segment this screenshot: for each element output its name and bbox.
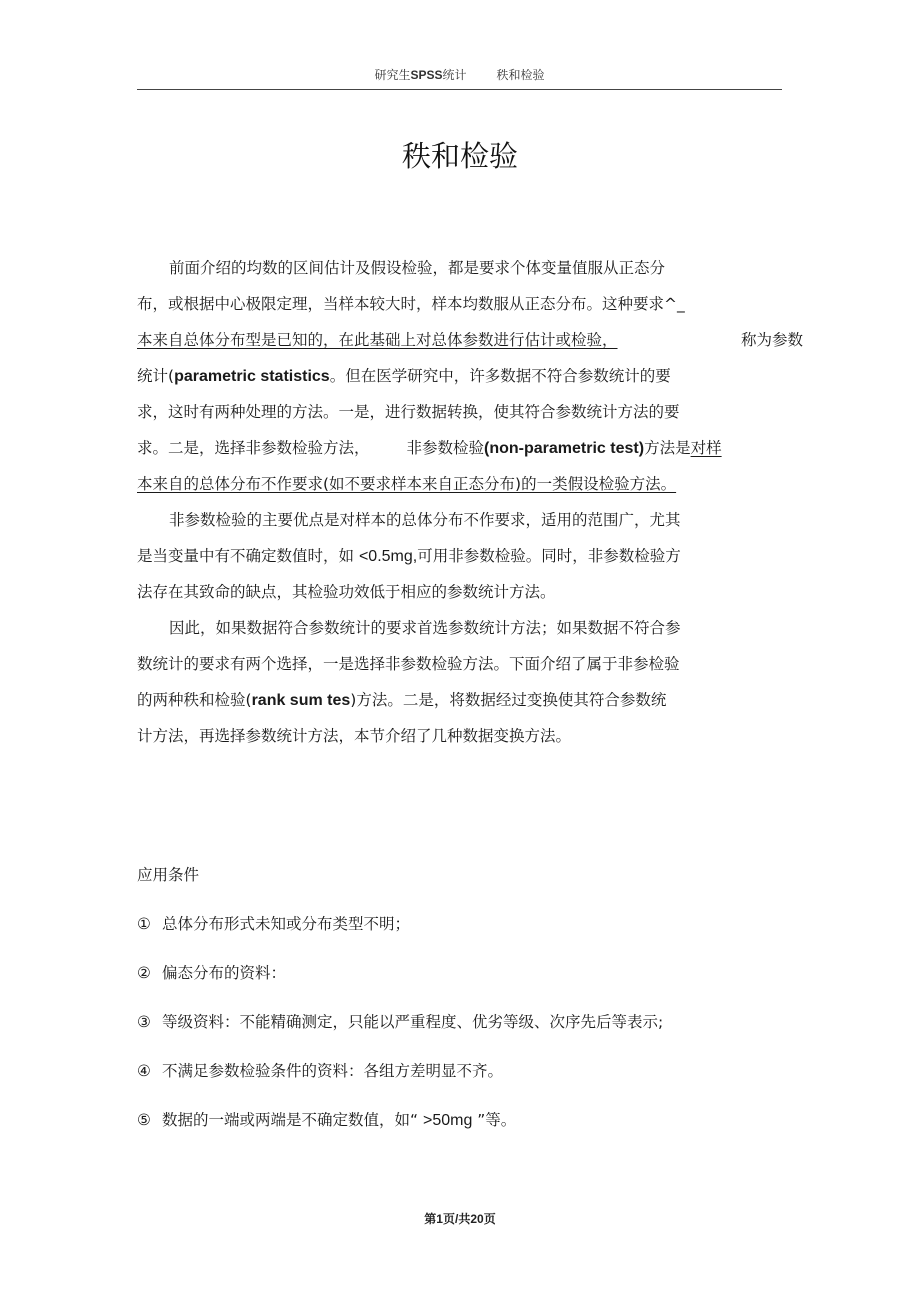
text-line: 是当变量中有不确定数值时，如 <0.5mg,可用非参数检验。同时，非参数检验方 <box>137 547 681 565</box>
text-line: 非参数检验的主要优点是对样本的总体分布不作要求，适用的范围广，尤其 <box>169 511 681 529</box>
running-header <box>137 66 782 83</box>
paragraph-advantages <box>137 502 777 610</box>
text-line: 布，或根据中心极限定理，当样本较大时，样本均数服从正态分布。这种要求^_ <box>137 295 685 313</box>
text-line: 法存在其致命的缺点，其检验功效低于相应的参数统计方法。 <box>137 583 556 601</box>
list-item: ⑤ 数据的一端或两端是不确定数值，如“ >50mg ”等。 <box>137 1111 517 1129</box>
header-right: 秩和检验 <box>496 68 545 82</box>
underlined-text: 本来自的总体分布不作要求(如不要求样本来自正态分布)的一类假设检验方法。 <box>137 475 677 493</box>
term-non-parametric-test: (non-parametric test) <box>484 440 645 457</box>
text-line: 统计(parametric statistics。但在医学研究中，许多数据不符合参数统计的要 <box>137 367 671 385</box>
list-item: ④ 不满足参数检验条件的资料：各组方差明显不齐。 <box>137 1062 504 1080</box>
list-item: ① 总体分布形式未知或分布类型不明； <box>137 915 411 933</box>
page-footer: 第1页/共20页 <box>424 1212 496 1226</box>
conditions-list <box>137 911 777 1156</box>
text-line: 求，这时有两种处理的方法。一是，进行数据转换，使其符合参数统计方法的要 <box>137 403 680 421</box>
body-text <box>137 250 803 754</box>
text-line: 计方法，再选择参数统计方法，本节介绍了几种数据变换方法。 <box>137 727 572 745</box>
list-item: ③ 等级资料：不能精确测定，只能以严重程度、优劣等级、次序先后等表示; <box>137 1013 664 1031</box>
term-rank-sum-test: rank sum tes <box>251 692 351 709</box>
text-line: 前面介绍的均数的区间估计及假设检验，都是要求个体变量值服从正态分 <box>169 259 666 277</box>
text-line: 的两种秩和检验(rank sum tes)方法。二是，将数据经过变换使其符合参数统 <box>137 691 667 709</box>
page-number: 1 <box>436 1212 443 1226</box>
text-line: 数统计的要求有两个选择，一是选择非参数检验方法。下面介绍了属于非参检验 <box>137 655 680 673</box>
page-title: 秩和检验 <box>401 139 518 173</box>
paragraph-intro <box>137 250 803 502</box>
text-line: 本来自总体分布型是已知的，在此基础上对总体参数进行估计或检验， 称为参数 <box>137 331 803 349</box>
text-line <box>137 466 777 502</box>
text-line: 因此，如果数据符合参数统计的要求首选参数统计方法；如果数据不符合参 <box>169 619 681 637</box>
page-total: 20 <box>470 1212 484 1226</box>
paragraph-conclusion <box>137 610 777 754</box>
list-item: ② 偏态分布的资料： <box>137 964 287 982</box>
header-left: 研究生SPSS统计 <box>374 68 467 82</box>
term-parametric-statistics: parametric statistics <box>174 368 330 385</box>
text-line: 求。二是，选择非参数检验方法， 非参数检验(non-parametric test)方法是对样 <box>137 439 722 457</box>
section-title: 应用条件 <box>137 866 200 884</box>
underlined-text: 本来自总体分布型是已知的，在此基础上对总体参数进行估计或检验， <box>137 331 618 349</box>
header-rule <box>137 89 782 90</box>
